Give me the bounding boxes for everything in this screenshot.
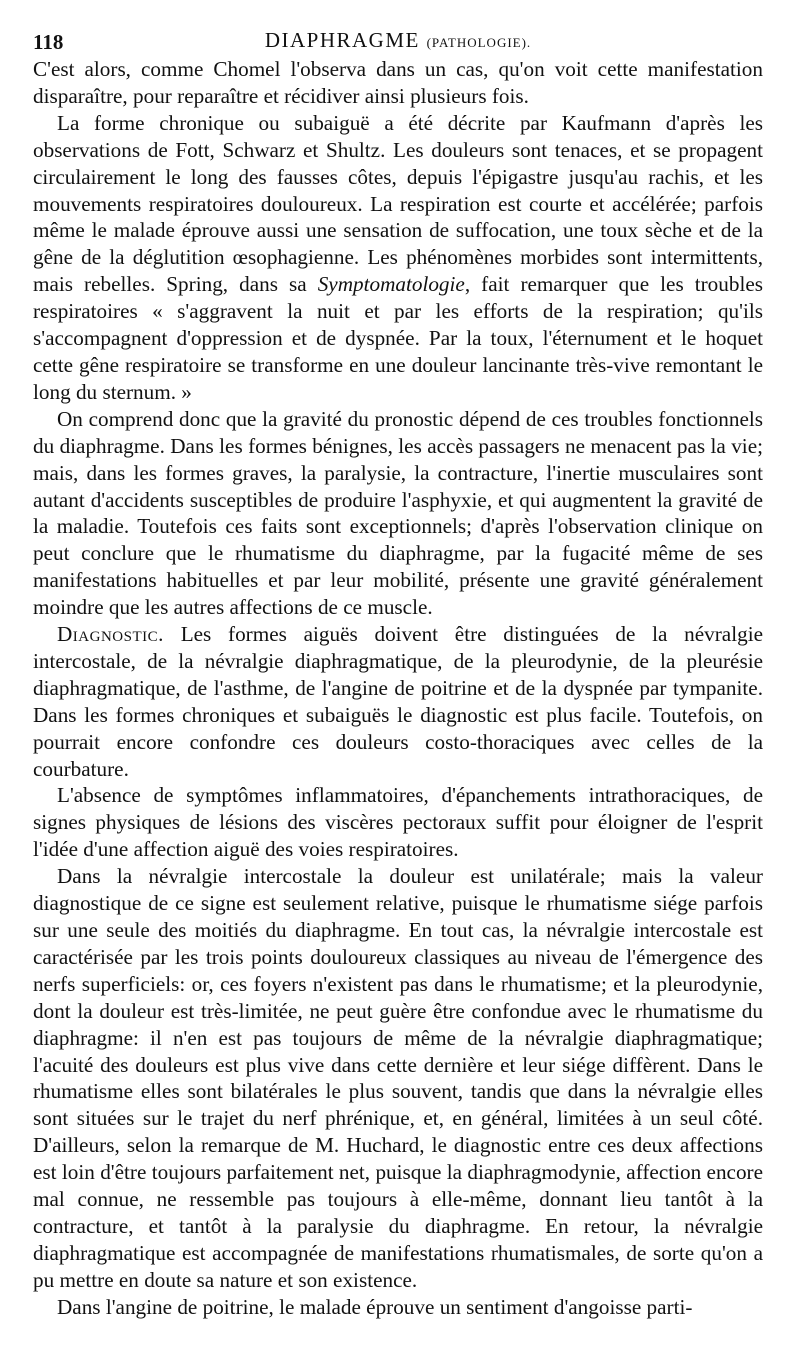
paragraph-text: C'est alors, comme Chomel l'observa dans un cas, qu'on voit cette manifestation disparaître, pour reparaître et récidiver ainsi plusieurs fois.	[33, 57, 763, 108]
running-head-title: DIAPHRAGME	[264, 28, 420, 52]
running-head	[33, 28, 763, 53]
paragraph-text: La forme chronique ou subaiguë a été décrite par Kaufmann d'après les observations de Fott, Schwarz et Shultz. Les douleurs sont tenaces, et se propagent circulairement le long des fausses côtes, depuis l'épigastre jusqu'au rachis, et les mouvements respiratoires douloureux. La respiration est courte et accélérée; parfois même le malade éprouve aussi une sensation de suffocation, une toux sèche et de la gêne de la déglutition œsophagienne. Les phénomènes morbides sont intermittents, mais rebelles. Spring, dans sa	[33, 110, 763, 297]
paragraph-continuation	[33, 56, 763, 110]
book-title-italic: Symptomatologie	[317, 272, 465, 297]
paragraph-text: L'absence de symptômes inflammatoires, d'épanchements intrathoraciques, de signes physiques de lésions des viscères pectoraux suffit pour éloigner de l'esprit l'idée d'une affection aiguë des voies respiratoires.	[33, 783, 763, 862]
paragraph-neuralgia	[33, 863, 763, 1294]
paragraph-angina	[33, 1294, 763, 1321]
paragraph-text: Dans la névralgie intercostale la douleur est unilatérale; mais la valeur diagnostique de ce signe est seulement relative, puisque le rhumatisme siége parfois sur une seule des moitiés du diaphragme. En tout cas, la névralgie intercostale est caractérisée par les trois points douloureux classiques au niveau de l'émergence des nerfs superficiels: or, ces foyers n'existent pas dans le rhumatisme; et la pleurodynie, dont la douleur est très-limitée, ne peut guère être confondue avec le rhumatisme du diaphragme: il n'en est pas toujours de même de la névralgie diaphragmatique; l'acuité des douleurs est plus vive dans cette dernière et leur siége diffèrent. Dans le rhumatisme elles sont bilatérales le plus souvent, tandis que dans la névralgie elles sont situées sur le trajet du nerf phrénique, et, en général, limitées à un seul côté. D'ailleurs, selon la remarque de M. Huchard, le diagnostic entre ces deux affections est loin d'être toujours parfaitement net, puisque la diaphragmodynie, affection encore mal connue, ne ressemble pas toujours à elle-même, donnant lieu tantôt à la contracture, et tantôt à la paralysie du diaphragme. En retour, la névralgie diaphragmatique est accompagnée de manifestations rhumatismales, de sorte qu'on a pu mettre en doute sa nature et son existence.	[33, 864, 763, 1292]
page-header	[33, 22, 763, 56]
section-label: Diagnostic.	[57, 622, 164, 647]
document-page	[33, 22, 763, 1321]
page-number: 118	[33, 30, 64, 54]
paragraph-text: Les formes aiguës doivent être distinguées de la névralgie intercostale, de la névralgie diaphragmatique, de la pleurodynie, de la pleurésie diaphragmatique, de l'asthme, de l'angine de poitrine et de la dyspnée par tympanite. Dans les formes chroniques et subaiguës le diagnostic est plus facile. Toutefois, on pourrait encore confondre ces douleurs costo-thoraciques avec celles de la courbature.	[33, 622, 763, 781]
paragraph-text: Dans l'angine de poitrine, le malade éprouve un sentiment d'angoisse parti-	[57, 1294, 693, 1319]
running-head-subtitle: (PATHOLOGIE).	[426, 35, 532, 50]
paragraph-absence-symptoms	[33, 782, 763, 863]
paragraph-text-after: , fait remarquer que les troubles respiratoires « s'aggravent la nuit et par les efforts de la respiration; qu'ils s'accompagnent d'oppression et de dyspnée. Par la toux, l'éternument et le hoquet cette gêne respiratoire se transforme en une douleur lancinante très-vive remontant le long du sternum. »	[33, 272, 764, 404]
paragraph-chronic-form	[33, 110, 763, 406]
paragraph-prognosis	[33, 406, 763, 621]
paragraph-diagnostic	[33, 621, 763, 782]
body-text	[33, 56, 763, 1321]
paragraph-text: On comprend donc que la gravité du pronostic dépend de ces troubles fonctionnels du diaphragme. Dans les formes bénignes, les accès passagers ne menacent pas la vie; mais, dans les formes graves, la paralysie, la contracture, l'inertie musculaires sont autant d'accidents susceptibles de produire l'asphyxie, et qui augmentent la gravité de la maladie. Toutefois ces faits sont exceptionnels; d'après l'observation clinique on peut conclure que le rhumatisme du diaphragme, par la fugacité même de ses manifestations habituelles et par leur mobilité, présente une gravité généralement moindre que les autres affections de ce muscle.	[33, 406, 763, 620]
